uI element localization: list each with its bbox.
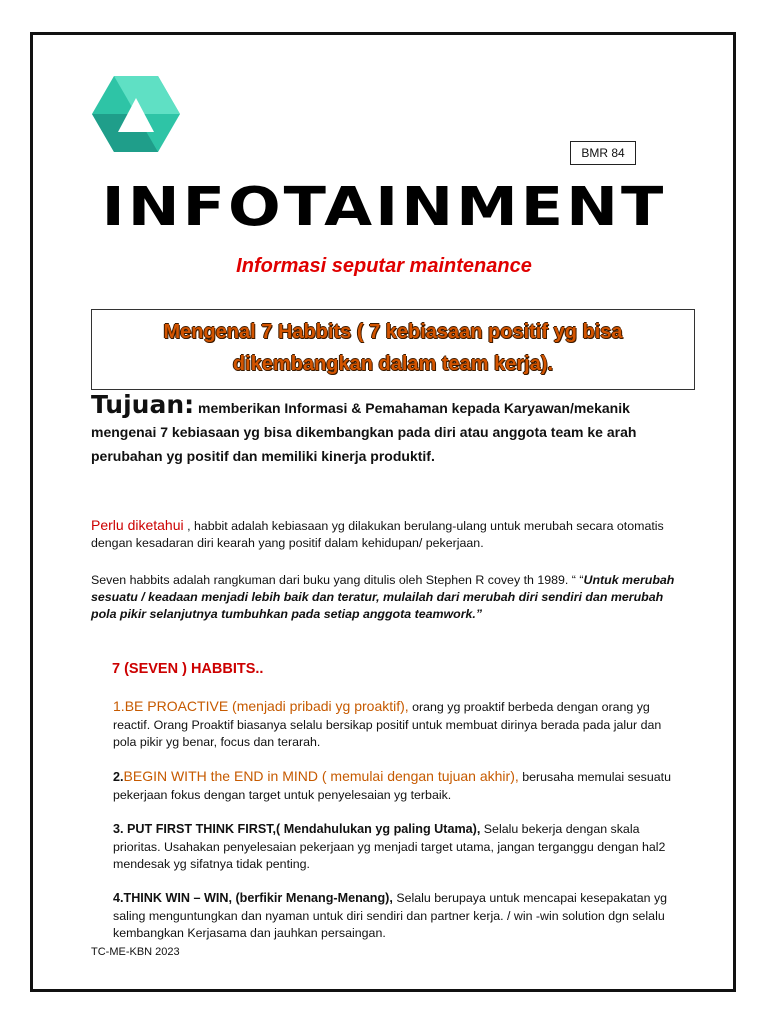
habit-2 <box>113 768 679 804</box>
tujuan-label: Tujuan: <box>91 390 195 419</box>
seven-habits-intro <box>91 572 691 623</box>
teal-triangle-logo <box>92 76 180 152</box>
habit-1-title: BE PROACTIVE (menjadi pribadi yg proaktif), <box>124 698 409 714</box>
habit-1 <box>113 698 679 752</box>
subtitle: Informasi seputar maintenance <box>236 255 532 277</box>
habit-1-text: orang yg proaktif berbeda dengan orang yg reactif. Orang Proaktif biasanya selalu bersikap positif untuk membuat dirinya berada pada jalur dan pola pikir yg benar, focus dan terarah. <box>113 700 662 749</box>
footer-code: TC-ME-KBN 2023 <box>91 946 180 958</box>
habit-4-title: 4.THINK WIN – WIN, (berfikir Menang-Menang), <box>113 891 393 905</box>
habit-3 <box>113 821 679 874</box>
habit-2-text: berusaha memulai sesuatu pekerjaan fokus dengan target untuk penyelesaian yg terbaik. <box>113 770 671 802</box>
tujuan-text: memberikan Informasi & Pemahaman kepada Karyawan/mekanik mengenai 7 kebiasaan yg bisa dikembangkan pada diri atau anggota team ke arah perubahan yg positif dan memiliki kinerja produktif. <box>91 400 637 464</box>
habit-4 <box>113 890 679 943</box>
habits-section-title: 7 (SEVEN ) HABBITS.. <box>112 661 264 677</box>
document-code: BMR 84 <box>570 141 636 165</box>
habit-2-number: 2. <box>113 770 124 784</box>
brand-title: INFOTAINMENT <box>101 175 667 238</box>
habit-2-title: BEGIN WITH the END in MIND ( memulai dengan tujuan akhir), <box>123 768 519 784</box>
intro-quote: Untuk merubah sesuatu / keadaan menjadi lebih baik dan teratur, mulailah dari merubah diri sendiri dan merubah pola pikir selanjutnya tumbuhkan pada setiap anggota teamwork.” <box>91 573 675 621</box>
perlu-text: , habbit adalah kebiasaan yg dilakukan berulang-ulang untuk merubah secara otomatis dengan kesadaran diri kearah yang positif dalam kehidupan/ pekerjaan. <box>91 519 664 550</box>
tujuan-paragraph <box>91 390 691 468</box>
habit-4-text: Selalu berupaya untuk mencapai kesepakatan yg saling menguntungkan dan nyaman untuk diri sendiri dan partner kerja. / win -win solution dgn selalu kembangkan Kerjasama dan jauhkan persaingan. <box>113 891 668 940</box>
habit-3-text: Selalu bekerja dengan skala prioritas. Usahakan penyelesaian pekerjaan yg menjadi target utama, jangan terganggu dengan hal2 mendesak yg sifatnya tidak penting. <box>113 822 666 871</box>
headline-line-1: Mengenal 7 Habbits ( 7 kebiasaan positif yg bisa <box>163 321 623 343</box>
headline-line-2: dikembangkan dalam team kerja). <box>232 353 554 375</box>
intro-text: Seven habbits adalah rangkuman dari buku yang ditulis oleh Stephen R covey th 1989. “ “ <box>91 573 584 587</box>
headline-box <box>91 309 695 390</box>
habit-3-title: 3. PUT FIRST THINK FIRST,( Mendahulukan yg paling Utama), <box>113 822 481 836</box>
habit-1-number: 1. <box>113 698 125 714</box>
perlu-diketahui-paragraph <box>91 517 691 552</box>
perlu-label: Perlu diketahui <box>91 517 184 533</box>
